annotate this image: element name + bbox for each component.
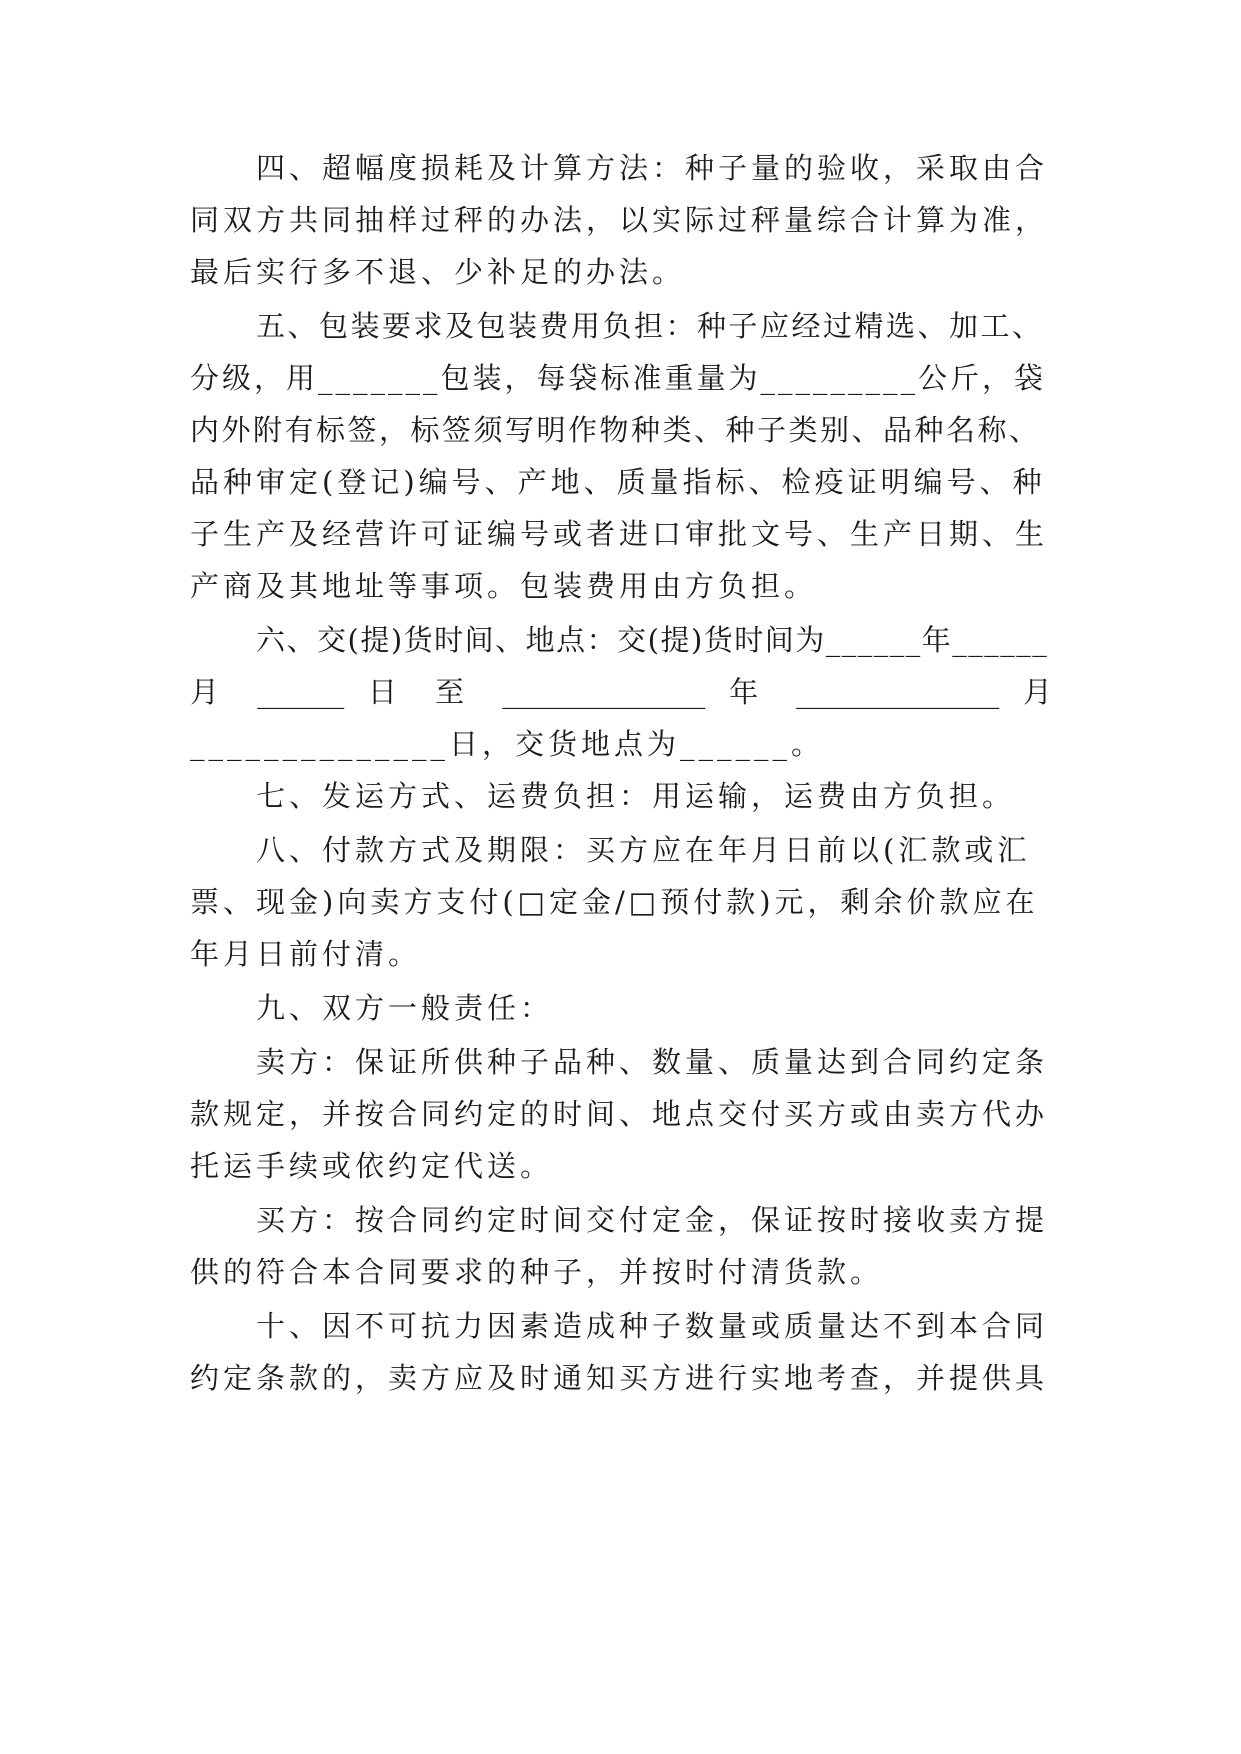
clause-8-line-3: 年月日前付清。 bbox=[190, 937, 422, 971]
clause-5-line-5: 子生产及经营许可证编号或者进口审批文号、生产日期、生 bbox=[190, 517, 1049, 551]
clause-5-line-6: 产商及其地址等事项。包装费用由方负担。 bbox=[190, 569, 818, 603]
seller-duty-line-2: 款规定，并按合同约定的时间、地点交付买方或由卖方代办 bbox=[190, 1097, 1049, 1131]
clause-6-line-2: 月 ______ 日 至 ______________ 年 ______________ 月 bbox=[190, 675, 1052, 709]
clause-4-line-1: 四、超幅度损耗及计算方法：种子量的验收，采取由合 bbox=[256, 151, 1049, 185]
clause-4-line-3: 最后实行多不退、少补足的办法。 bbox=[190, 255, 686, 289]
buyer-duty-line-2: 供的符合本合同要求的种子，并按时付清货款。 bbox=[190, 1255, 884, 1289]
clause-8-line-1: 八、付款方式及期限：买方应在年月日前以(汇款或汇 bbox=[256, 833, 1031, 867]
clause-7-line-1: 七、发运方式、运费负担：用运输，运费由方负担。 bbox=[256, 779, 1016, 813]
clause-10-line-1: 十、因不可抗力因素造成种子数量或质量达不到本合同 bbox=[256, 1309, 1049, 1343]
seller-duty-line-1: 卖方：保证所供种子品种、数量、质量达到合同约定条 bbox=[256, 1045, 1049, 1079]
clause-8-line-2: 票、现金)向卖方支付(□定金/□预付款)元，剩余价款应在 bbox=[190, 885, 1039, 919]
clause-6-line-1: 六、交(提)货时间、地点：交(提)货时间为______年______ bbox=[256, 623, 1049, 657]
clause-4-line-2: 同双方共同抽样过秤的办法，以实际过秤量综合计算为准， bbox=[190, 203, 1049, 237]
clause-5-line-1: 五、包装要求及包装费用负担：种子应经过精选、加工、 bbox=[256, 309, 1044, 343]
clause-6-line-3: ______________日，交货地点为______。 bbox=[190, 727, 825, 761]
clause-5-line-4: 品种审定(登记)编号、产地、质量指标、检疫证明编号、种 bbox=[190, 465, 1046, 499]
clause-9-heading: 九、双方一般责任： bbox=[256, 991, 554, 1025]
seller-duty-line-3: 托运手续或依约定代送。 bbox=[190, 1149, 554, 1183]
clause-10-line-2: 约定条款的，卖方应及时通知买方进行实地考查，并提供具 bbox=[190, 1361, 1049, 1395]
clause-5-line-3: 内外附有标签，标签须写明作物种类、种子类别、品种名称、 bbox=[190, 413, 1041, 447]
clause-5-line-2: 分级，用_______包装，每袋标准重量为_________公斤，袋 bbox=[190, 361, 1047, 395]
buyer-duty-line-1: 买方：按合同约定时间交付定金，保证按时接收卖方提 bbox=[256, 1203, 1049, 1237]
